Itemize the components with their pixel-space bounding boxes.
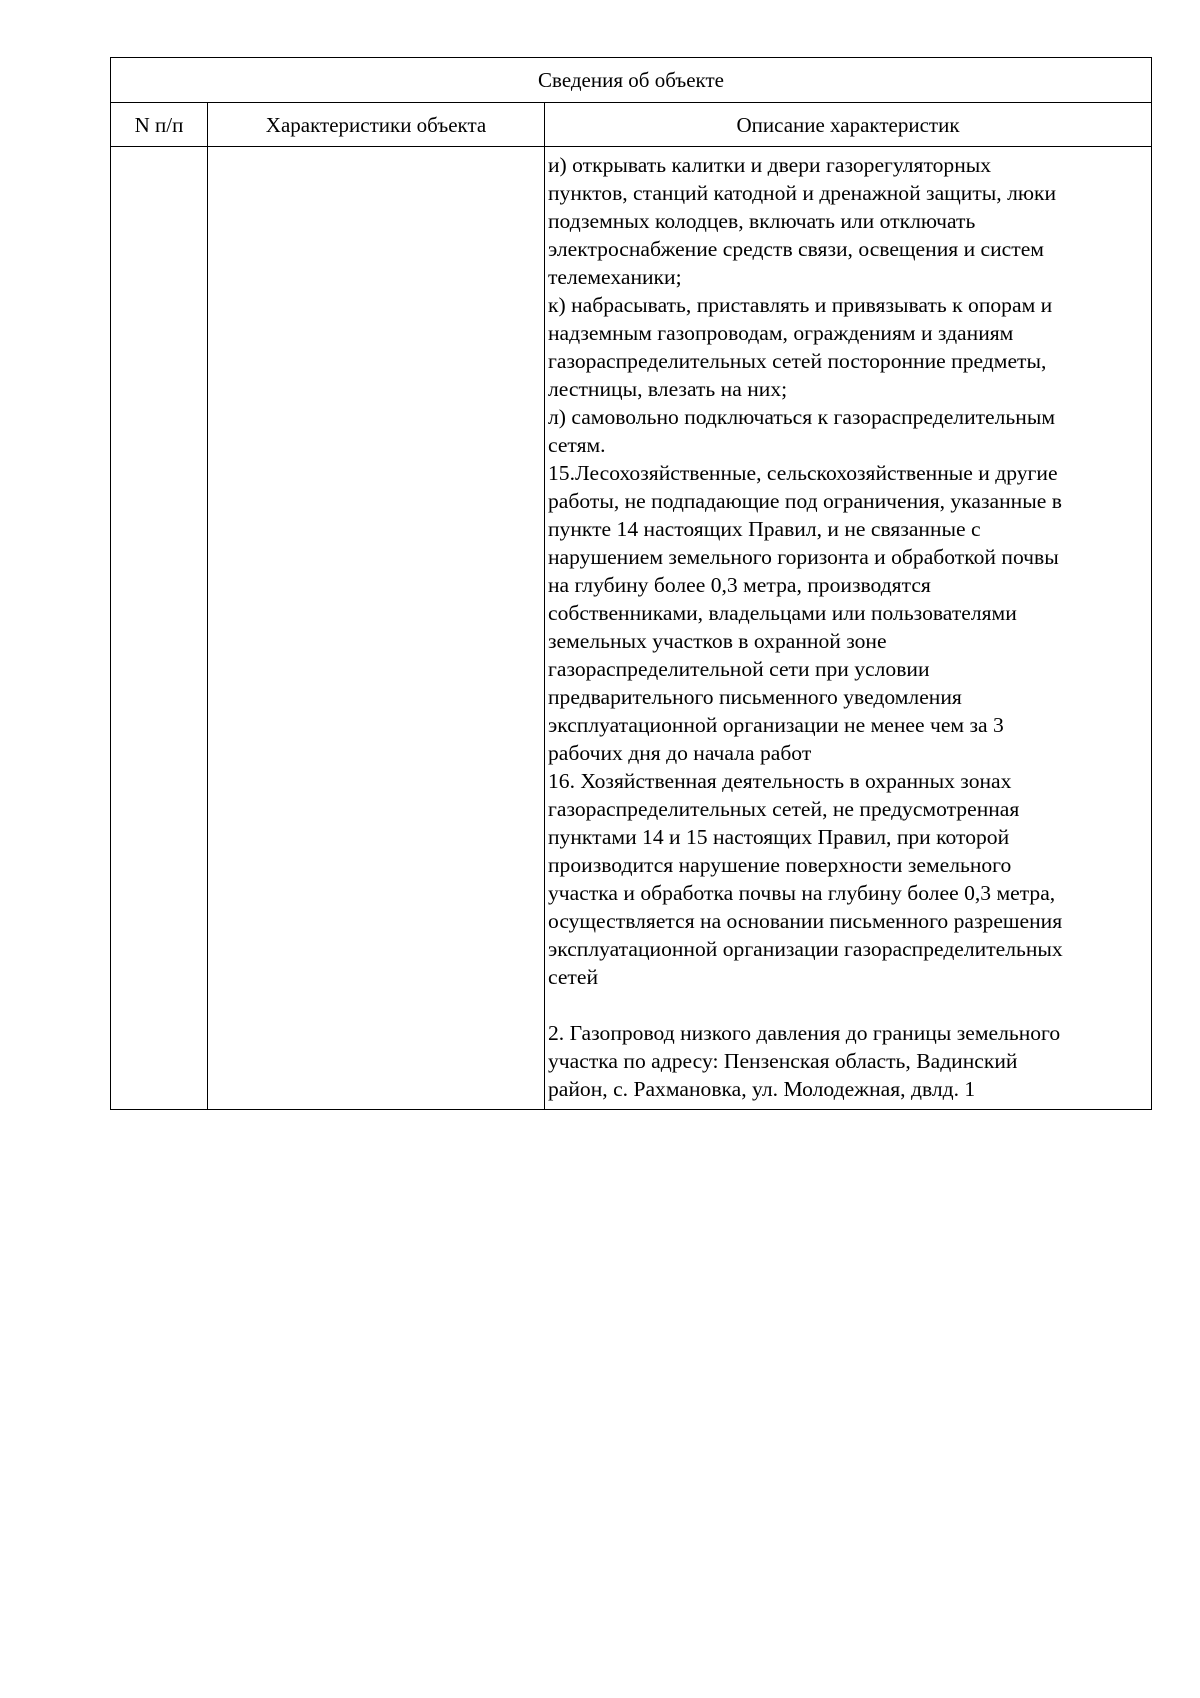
description-line: к) набрасывать, приставлять и привязывать к опорам и xyxy=(548,293,1053,317)
description-line: лестницы, влезать на них; xyxy=(548,377,788,401)
description-line: сетей xyxy=(548,965,599,989)
description-line: газораспределительной сети при условии xyxy=(548,657,930,681)
description-line: л) самовольно подключаться к газораспределительным xyxy=(548,405,1055,429)
description-line: электроснабжение средств связи, освещения и систем xyxy=(548,237,1044,261)
header-characteristics: Характеристики объекта xyxy=(208,103,545,147)
table-title: Сведения об объекте xyxy=(111,58,1152,103)
description-line: 16. Хозяйственная деятельность в охранных зонах xyxy=(548,769,1012,793)
object-info-table xyxy=(110,57,1152,1110)
table-title-row xyxy=(111,58,1152,103)
header-num: N п/п xyxy=(111,103,208,147)
description-line: газораспределительных сетей посторонние предметы, xyxy=(548,349,1047,373)
description-line: предварительного письменного уведомления xyxy=(548,685,962,709)
description-line: пункте 14 настоящих Правил, и не связанные с xyxy=(548,517,981,541)
description-line: производится нарушение поверхности земельного xyxy=(548,853,1012,877)
description-line: на глубину более 0,3 метра, производятся xyxy=(548,573,931,597)
description-line: собственниками, владельцами или пользователями xyxy=(548,601,1017,625)
description-line: 15.Лесохозяйственные, сельскохозяйственные и другие xyxy=(548,461,1058,485)
description-line: подземных колодцев, включать или отключать xyxy=(548,209,976,233)
description-line: участка и обработка почвы на глубину более 0,3 метра, xyxy=(548,881,1056,905)
description-line: земельных участков в охранной зоне xyxy=(548,629,887,653)
description-line: эксплуатационной организации газораспределительных xyxy=(548,937,1063,961)
description-tail-line: район, с. Рахмановка, ул. Молодежная, двлд. 1 xyxy=(548,1077,976,1101)
row-num-cell xyxy=(111,147,208,1110)
description-line: пунктов, станций катодной и дренажной защиты, люки xyxy=(548,181,1057,205)
description-line: эксплуатационной организации не менее чем за 3 xyxy=(548,713,1004,737)
description-line: нарушением земельного горизонта и обработкой почвы xyxy=(548,545,1059,569)
row-description-cell xyxy=(545,147,1152,1110)
description-line: телемеханики; xyxy=(548,265,682,289)
description-line: пунктами 14 и 15 настоящих Правил, при которой xyxy=(548,825,1010,849)
header-description: Описание характеристик xyxy=(545,103,1152,147)
paragraph-gap xyxy=(548,991,1143,1019)
description-line: сетям. xyxy=(548,433,606,457)
description-line: работы, не подпадающие под ограничения, указанные в xyxy=(548,489,1062,513)
table-header-row xyxy=(111,103,1152,147)
description-line: осуществляется на основании письменного разрешения xyxy=(548,909,1063,933)
table-row xyxy=(111,147,1152,1110)
row-characteristics-cell xyxy=(208,147,545,1110)
description-tail-line: 2. Газопровод низкого давления до границы земельного xyxy=(548,1021,1061,1045)
description-line: и) открывать калитки и двери газорегуляторных xyxy=(548,153,992,177)
description-line: рабочих дня до начала работ xyxy=(548,741,812,765)
description-line: газораспределительных сетей, не предусмотренная xyxy=(548,797,1020,821)
description-tail-line: участка по адресу: Пензенская область, Вадинский xyxy=(548,1049,1018,1073)
description-line: надземным газопроводам, ограждениям и зданиям xyxy=(548,321,1014,345)
